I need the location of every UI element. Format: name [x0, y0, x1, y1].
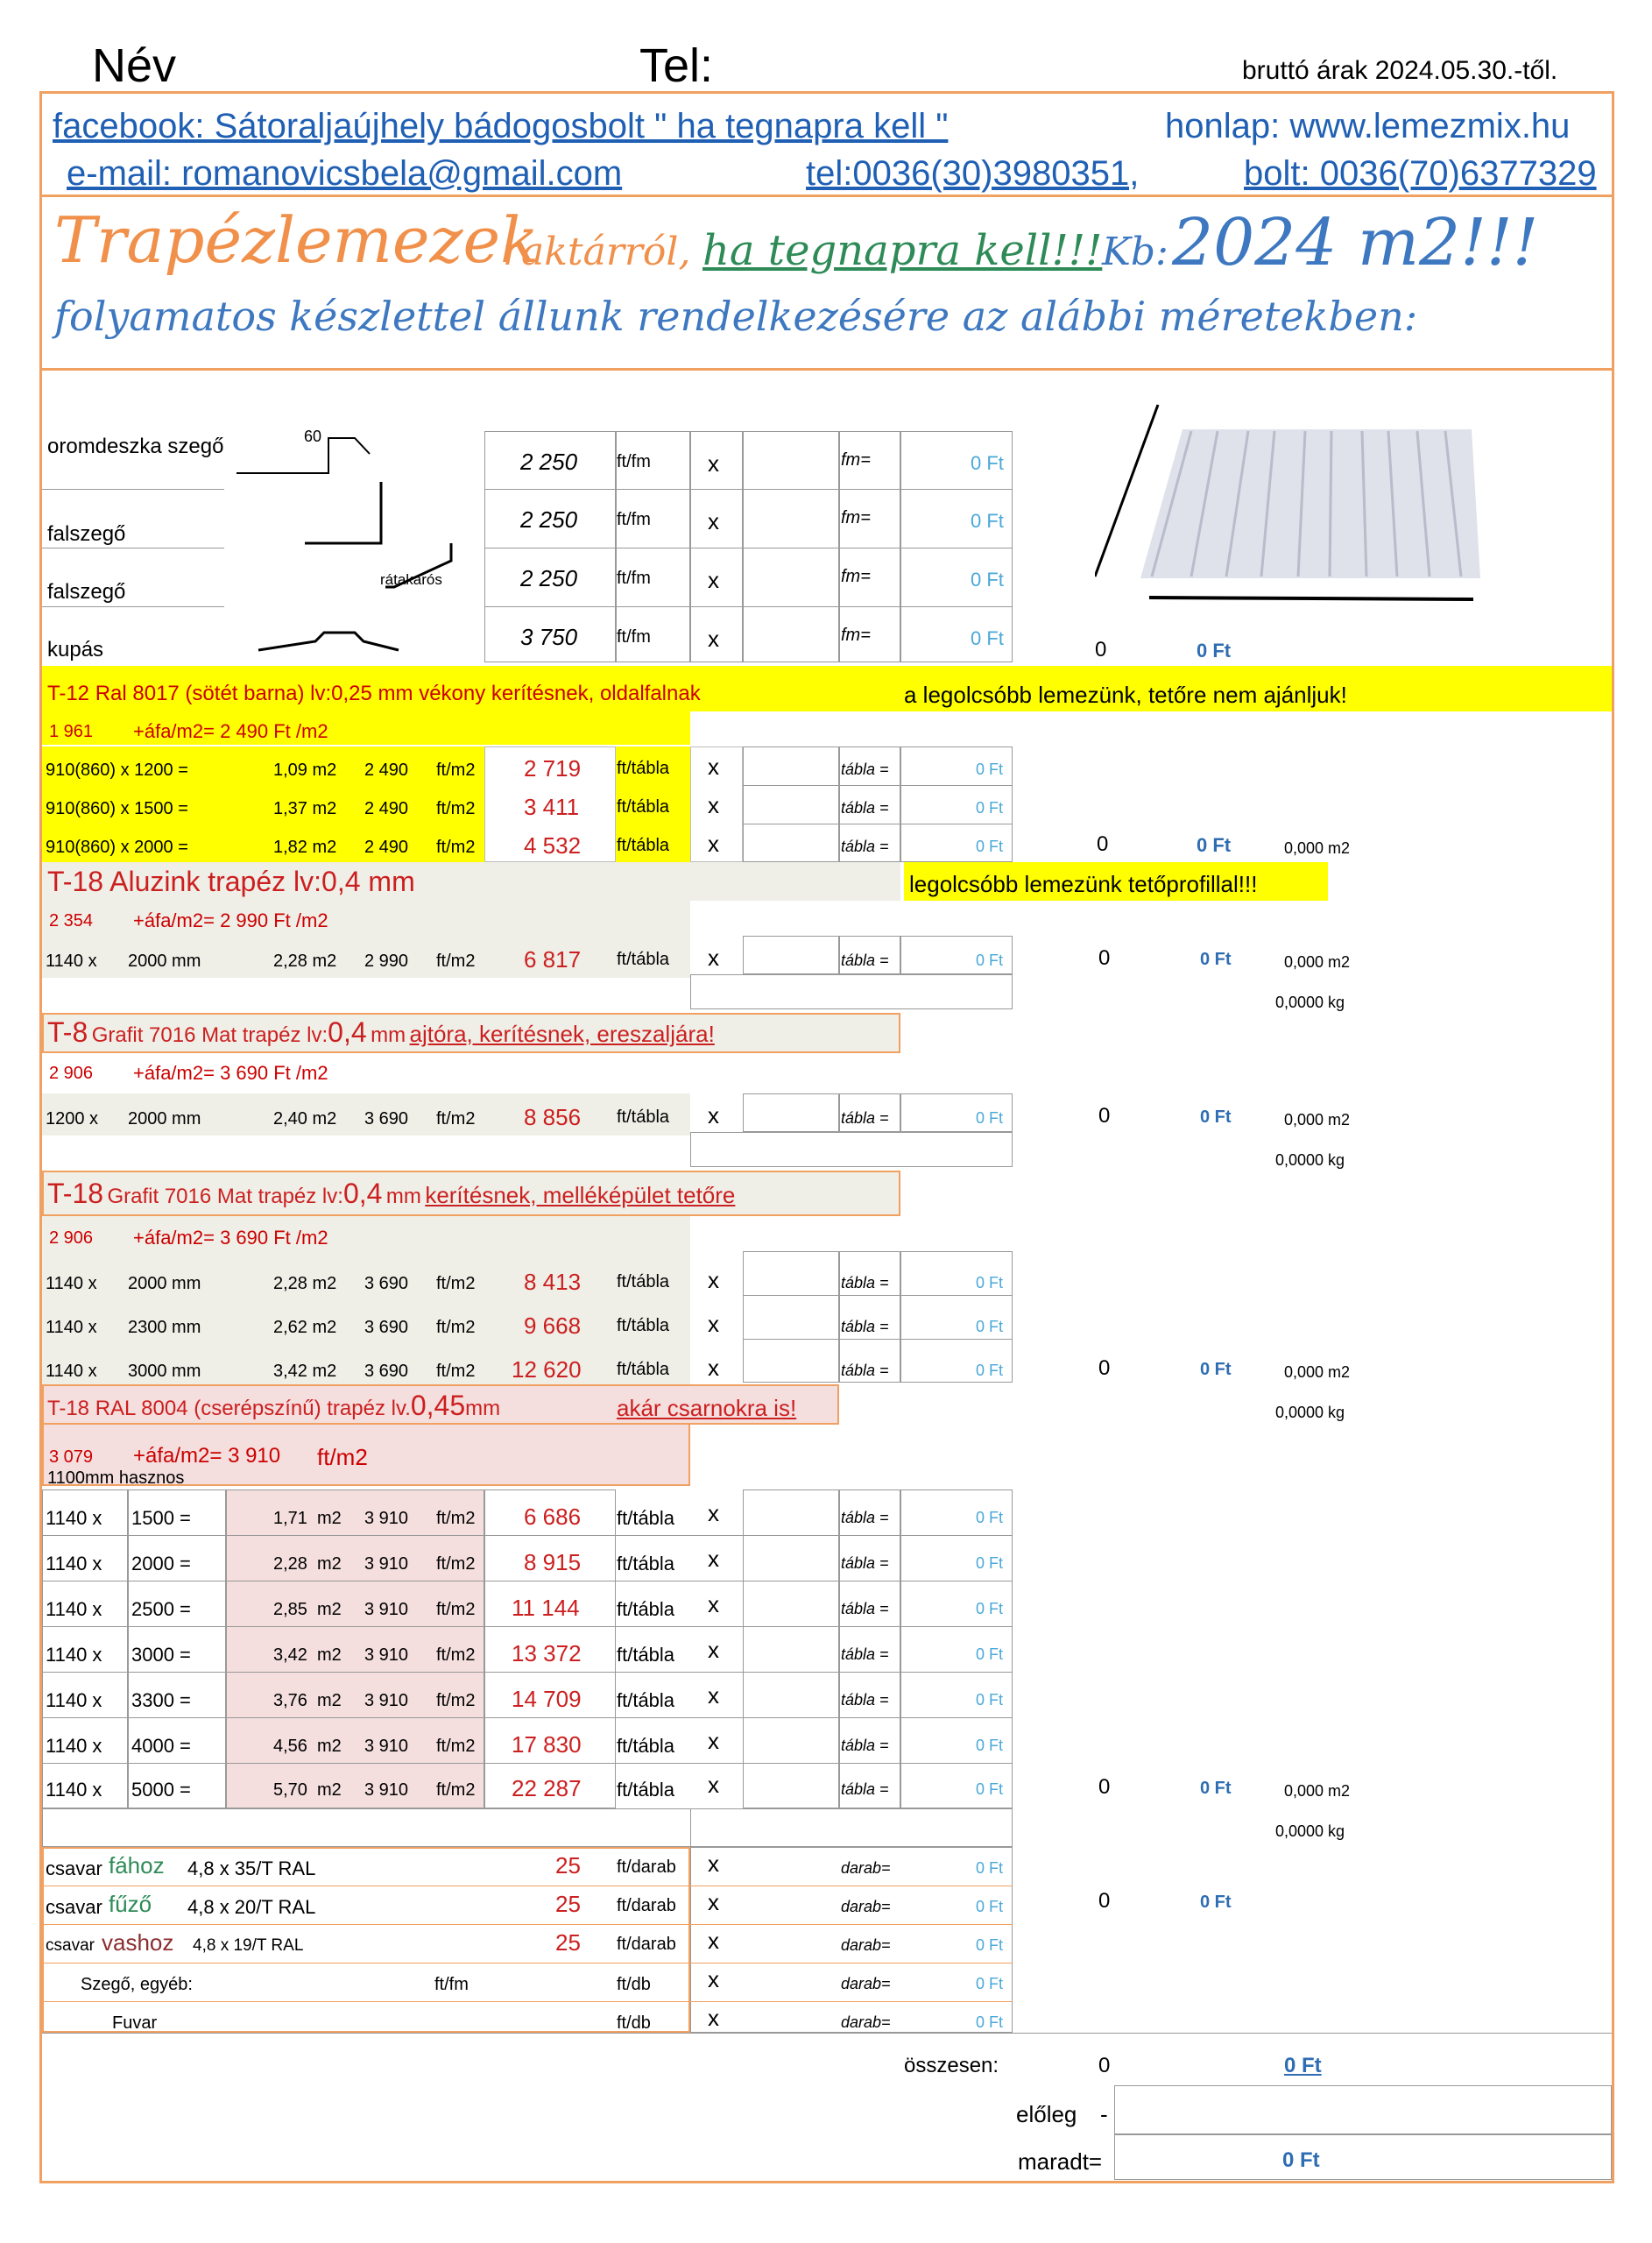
t8-sum-m2: 0,000 m2 — [1284, 1111, 1351, 1129]
flashing-qty-label-1: fm= — [841, 450, 871, 470]
t18r-unit1: ft/m2 — [436, 1509, 476, 1528]
t18r-unit1: ft/m2 — [436, 1645, 476, 1665]
t18alu-qty-label: tábla = — [841, 952, 889, 969]
t8-net: 2 906 — [49, 1064, 94, 1083]
screw-price: 25 — [555, 1929, 581, 1956]
flashing-unit-4: ft/fm — [617, 627, 651, 647]
t18r-m2-unit: m2 — [317, 1509, 342, 1528]
flashing-price-4: 3 750 — [520, 624, 578, 650]
diagram-60-label: 60 — [304, 428, 322, 445]
t8-title — [47, 1016, 715, 1049]
screw-price: 25 — [555, 1852, 581, 1879]
t12-ppm: 2 490 — [364, 761, 409, 780]
t18r-price: 14 709 — [512, 1686, 582, 1712]
flashing-qty-label-3: fm= — [841, 567, 871, 586]
t18r-price: 6 686 — [524, 1504, 582, 1530]
t18r-m2-unit: m2 — [317, 1737, 342, 1756]
t18r-m2-unit: m2 — [317, 1554, 342, 1574]
t18g-total: 0 Ft — [976, 1318, 1004, 1335]
t18r-total: 0 Ft — [976, 1691, 1004, 1709]
t12-ppm: 2 490 — [364, 838, 409, 857]
misc-fuvar-total: 0 Ft — [976, 2013, 1004, 2031]
screw-total: 0 Ft — [976, 1936, 1004, 1954]
t18alu-title: T-18 Aluzink trapéz lv:0,4 mm — [47, 866, 415, 897]
t18g-unit2: ft/tábla — [617, 1316, 670, 1335]
t18g-x: x — [708, 1267, 719, 1293]
t18g-m2: 3,42 m2 — [273, 1362, 337, 1381]
t18g-qty-label: tábla = — [841, 1362, 889, 1379]
flashing-price-3: 2 250 — [520, 565, 578, 591]
t18g-unit2: ft/tábla — [617, 1360, 670, 1379]
t18r-qty-label: tábla = — [841, 1780, 889, 1798]
misc-szego-unit: ft/fm — [434, 1975, 469, 1994]
t18alu-unit2: ft/tábla — [617, 950, 670, 969]
advance-label: előleg — [1016, 2101, 1077, 2127]
t12-unit1: ft/m2 — [436, 799, 476, 818]
misc-szego-total: 0 Ft — [976, 1975, 1004, 1992]
misc-fuvar-label: Fuvar — [112, 2013, 158, 2033]
t18g-length: 2300 mm — [128, 1318, 201, 1337]
screw-x: x — [708, 1928, 719, 1954]
t18r-width: 1140 x — [46, 1779, 102, 1801]
t12-qty-label: tábla = — [841, 799, 889, 817]
t12-x: x — [708, 792, 719, 818]
t18r-title-desc: T-18 RAL 8004 (cserépszínű) trapéz lv. — [47, 1397, 411, 1420]
t18g-title-desc: Grafit 7016 Mat trapéz lv: — [107, 1185, 343, 1208]
screw-type: fűző — [109, 1891, 152, 1917]
t12-size: 910(860) x 1200 = — [46, 761, 188, 780]
t18r-qty-label: tábla = — [841, 1645, 889, 1663]
t8-title-use: ajtóra, kerítésnek, ereszaljára! — [409, 1021, 715, 1047]
screw-total: 0 Ft — [976, 1898, 1004, 1915]
t12-m2: 1,37 m2 — [273, 799, 337, 818]
t18g-sum-qty: 0 — [1098, 1356, 1111, 1380]
screw-size: 4,8 x 35/T RAL — [187, 1857, 316, 1879]
t18r-ppm: 3 910 — [364, 1600, 409, 1619]
t18r-price: 13 372 — [512, 1640, 582, 1666]
headline-area: 2024 m2!!! — [1172, 205, 1539, 280]
screws-sum-total: 0 Ft — [1200, 1893, 1232, 1912]
t18r-total: 0 Ft — [976, 1737, 1004, 1754]
remaining-amount: 0 Ft — [1282, 2148, 1320, 2172]
t18g-width: 1140 x — [46, 1274, 97, 1293]
t18alu-sum-qty: 0 — [1098, 946, 1111, 970]
flashing-unit-3: ft/fm — [617, 569, 651, 588]
t18g-total: 0 Ft — [976, 1362, 1004, 1379]
t18g-title-use: kerítésnek, melléképület tetőre — [425, 1182, 736, 1208]
misc-fuvar-x: x — [708, 2005, 719, 2031]
flashing-sum-total: 0 Ft — [1197, 640, 1232, 662]
t18r-qty-label: tábla = — [841, 1691, 889, 1709]
screw-x: x — [708, 1889, 719, 1915]
t18r-m2-unit: m2 — [317, 1780, 342, 1800]
t8-title-desc: Grafit 7016 Mat trapéz lv: — [91, 1023, 328, 1047]
t8-price: 8 856 — [524, 1104, 582, 1130]
t18g-unit1: ft/m2 — [436, 1274, 476, 1293]
t18r-qty-label: tábla = — [841, 1737, 889, 1754]
t18g-width: 1140 x — [46, 1362, 97, 1381]
t18r-ppm: 3 910 — [364, 1509, 409, 1528]
t18r-ppm: 3 910 — [364, 1554, 409, 1574]
t12-unit2: ft/tábla — [617, 759, 670, 778]
t18r-total: 0 Ft — [976, 1509, 1004, 1526]
t18r-net: 3 079 — [49, 1447, 94, 1467]
t18r-length: 3000 = — [131, 1644, 191, 1666]
t18alu-m2: 2,28 m2 — [273, 952, 337, 971]
t18r-length: 4000 = — [131, 1735, 191, 1757]
screw-qty-label: darab= — [841, 1898, 891, 1915]
t8-title-thick: 0,4 — [328, 1016, 367, 1048]
t18g-qty-label: tábla = — [841, 1318, 889, 1335]
t18g-qty-label: tábla = — [841, 1274, 889, 1291]
t12-note: a legolcsóbb lemezünk, tetőre nem ajánljuk! — [904, 682, 1347, 708]
t18r-unit2: ft/tábla — [617, 1553, 675, 1574]
t18g-ppm: 3 690 — [364, 1362, 409, 1381]
t12-qty-label: tábla = — [841, 761, 889, 778]
t12-sum-m2: 0,000 m2 — [1284, 839, 1351, 857]
t18r-total: 0 Ft — [976, 1645, 1004, 1663]
t18r-m2: 3,76 — [273, 1691, 307, 1710]
t12-sum-total: 0 Ft — [1197, 834, 1232, 856]
t18r-x: x — [708, 1591, 719, 1617]
t12-sum-qty: 0 — [1097, 832, 1109, 856]
t8-length: 2000 mm — [128, 1109, 201, 1129]
t18r-unit2: ft/tábla — [617, 1507, 675, 1529]
t12-m2: 1,09 m2 — [273, 761, 337, 780]
t8-vat: +áfa/m2= 3 690 Ft /m2 — [133, 1062, 328, 1084]
flashing-total-3: 0 Ft — [971, 569, 1004, 591]
t18r-width: 1140 x — [46, 1553, 102, 1574]
t18r-width: 1140 x — [46, 1644, 102, 1666]
t18r-m2-unit: m2 — [317, 1645, 342, 1665]
t18r-price: 17 830 — [512, 1731, 582, 1758]
t12-title: T-12 Ral 8017 (sötét barna) lv:0,25 mm vékony kerítésnek, oldalfalnak — [47, 682, 701, 705]
t18r-unit1: ft/m2 — [436, 1780, 476, 1800]
flashing-qty-label-4: fm= — [841, 626, 871, 645]
t12-total: 0 Ft — [976, 838, 1004, 855]
t18r-price: 22 287 — [512, 1775, 582, 1801]
t12-unit2: ft/tábla — [617, 797, 670, 817]
t12-unit2: ft/tábla — [617, 836, 670, 855]
shop-contact: bolt: 0036(70)6377329 — [1244, 154, 1597, 193]
screw-qty-label: darab= — [841, 1936, 891, 1954]
t18r-price: 8 915 — [524, 1549, 582, 1575]
t18r-sum-total: 0 Ft — [1200, 1779, 1232, 1798]
t18r-m2: 5,70 — [273, 1780, 307, 1800]
t18r-title-mm: mm — [465, 1397, 501, 1420]
flashing-x-3: x — [708, 567, 719, 593]
t18r-title-thick: 0,45 — [410, 1390, 466, 1421]
t8-title-code: T-8 — [47, 1016, 88, 1048]
screw-qty-label: darab= — [841, 1859, 891, 1877]
screw-total: 0 Ft — [976, 1859, 1004, 1877]
t18r-m2-unit: m2 — [317, 1600, 342, 1619]
t18r-sum-qty: 0 — [1098, 1775, 1111, 1799]
t8-sum-qty: 0 — [1098, 1104, 1111, 1128]
t18r-unit2: ft/tábla — [617, 1735, 675, 1757]
t18alu-total: 0 Ft — [976, 952, 1004, 969]
flashing-name-3: falszegő — [47, 580, 126, 604]
t18g-sum-total: 0 Ft — [1200, 1360, 1232, 1379]
tel-label: Tel: — [639, 39, 714, 92]
misc-szego-x: x — [708, 1966, 719, 1992]
t8-qty-label: tábla = — [841, 1109, 889, 1127]
t18r-unit2: ft/tábla — [617, 1689, 675, 1711]
t18g-price: 9 668 — [524, 1313, 582, 1339]
t18alu-ppm: 2 990 — [364, 952, 409, 971]
t18g-vat: +áfa/m2= 3 690 Ft /m2 — [133, 1227, 328, 1249]
t18r-title — [47, 1390, 500, 1422]
t18r-qty-label: tábla = — [841, 1600, 889, 1617]
t18r-unit1: ft/m2 — [436, 1737, 476, 1756]
t18r-unit1: ft/m2 — [436, 1600, 476, 1619]
t18r-x: x — [708, 1500, 719, 1526]
headline-kb: Kb: — [1102, 230, 1168, 274]
t18r-m2-unit: m2 — [317, 1691, 342, 1710]
misc-szego-unit2: ft/db — [617, 1975, 651, 1994]
website-link[interactable]: honlap: www.lemezmix.hu — [1165, 107, 1571, 145]
t18g-ppm: 3 690 — [364, 1274, 409, 1293]
t18r-length: 5000 = — [131, 1779, 191, 1801]
t18r-x: x — [708, 1637, 719, 1663]
t18r-length: 2500 = — [131, 1598, 191, 1620]
t18r-length: 3300 = — [131, 1689, 191, 1711]
flashing-name-1: oromdeszka szegő — [47, 435, 224, 458]
facebook-link[interactable]: facebook: Sátoraljaújhely bádogosbolt " ha tegnapra kell " — [53, 107, 949, 145]
t18g-x: x — [708, 1355, 719, 1381]
screw-word: csavar — [46, 1936, 95, 1955]
t18alu-vat: +áfa/m2= 2 990 Ft /m2 — [133, 909, 328, 931]
t18r-vat: +áfa/m2= 3 910 — [133, 1444, 281, 1468]
trapez-sheet-image — [1095, 394, 1480, 605]
t18r-width: 1140 x — [46, 1689, 102, 1711]
t8-title-mm: mm — [371, 1023, 406, 1047]
misc-fuvar-qty-label: darab= — [841, 2013, 891, 2031]
t8-m2: 2,40 m2 — [273, 1109, 337, 1129]
t12-unit1: ft/m2 — [436, 838, 476, 857]
t12-price: 3 411 — [524, 794, 580, 820]
t18alu-x: x — [708, 945, 719, 971]
flashing-total-1: 0 Ft — [971, 452, 1004, 474]
t12-x: x — [708, 754, 719, 780]
t18r-width: 1140 x — [46, 1598, 102, 1620]
t18g-title-mm: mm — [385, 1185, 421, 1208]
screw-type: fához — [109, 1852, 165, 1879]
t18r-unit1: ft/m2 — [436, 1691, 476, 1710]
t18r-sum-m2: 0,000 m2 — [1284, 1782, 1351, 1800]
t18r-width: 1140 x — [46, 1735, 102, 1757]
t12-size: 910(860) x 2000 = — [46, 838, 188, 857]
t18r-x: x — [708, 1728, 719, 1754]
screw-price: 25 — [555, 1891, 581, 1917]
t12-ppm: 2 490 — [364, 799, 409, 818]
advance-input[interactable] — [1114, 2085, 1612, 2134]
t18g-price: 8 413 — [524, 1269, 582, 1295]
advance-dash: - — [1100, 2101, 1108, 2127]
t18r-x: x — [708, 1772, 719, 1798]
t18g-title-code: T-18 — [47, 1178, 104, 1209]
screw-type: vashoz — [102, 1929, 174, 1956]
t8-ppm: 3 690 — [364, 1109, 409, 1129]
t18r-ppm: 3 910 — [364, 1780, 409, 1800]
t18g-width: 1140 x — [46, 1318, 97, 1337]
flashing-x-2: x — [708, 508, 719, 534]
screw-size: 4,8 x 19/T RAL — [193, 1936, 304, 1955]
t18r-length: 2000 = — [131, 1553, 191, 1574]
flashing-name-2: falszegő — [47, 522, 126, 546]
t12-net: 1 961 — [49, 722, 94, 741]
screws-sum-qty: 0 — [1098, 1889, 1111, 1913]
flashing-unit-1: ft/fm — [617, 452, 651, 471]
t18r-m2: 4,56 — [273, 1737, 307, 1756]
t12-total: 0 Ft — [976, 761, 1004, 778]
t18r-unit2: ft/tábla — [617, 1598, 675, 1620]
t18g-m2: 2,62 m2 — [273, 1318, 337, 1337]
misc-szego-qty-label: darab= — [841, 1975, 891, 1992]
t18g-m2: 2,28 m2 — [273, 1274, 337, 1293]
t18r-useful: 1100mm hasznos — [47, 1468, 185, 1488]
t12-m2: 1,82 m2 — [273, 838, 337, 857]
t18g-unit2: ft/tábla — [617, 1272, 670, 1291]
flashing-unit-2: ft/fm — [617, 510, 651, 529]
t18r-x: x — [708, 1546, 719, 1572]
t18r-m2: 2,85 — [273, 1600, 307, 1619]
t12-unit1: ft/m2 — [436, 761, 476, 780]
flashing-sum-qty: 0 — [1095, 638, 1107, 662]
t18alu-length: 2000 mm — [128, 952, 201, 971]
t18r-total: 0 Ft — [976, 1600, 1004, 1617]
flashing-price-2: 2 250 — [520, 506, 578, 533]
t8-unit1: ft/m2 — [436, 1109, 476, 1129]
screw-unit: ft/darab — [617, 1896, 676, 1915]
t18g-sum-m2: 0,000 m2 — [1284, 1363, 1351, 1381]
tel-contact: tel:0036(30)3980351, — [806, 154, 1140, 193]
t8-sum-total: 0 Ft — [1200, 1107, 1232, 1127]
t18alu-width: 1140 x — [46, 952, 97, 971]
name-label: Név — [92, 39, 177, 92]
t18g-sum-kg: 0,0000 kg — [1275, 1404, 1345, 1421]
t18alu-sum-kg: 0,0000 kg — [1275, 994, 1345, 1011]
flashing-qty-label-2: fm= — [841, 508, 871, 527]
screw-size: 4,8 x 20/T RAL — [187, 1896, 316, 1918]
t18alu-sum-total: 0 Ft — [1200, 950, 1232, 969]
t18g-total: 0 Ft — [976, 1274, 1004, 1291]
screw-unit: ft/darab — [617, 1935, 676, 1954]
t18alu-sum-m2: 0,000 m2 — [1284, 953, 1351, 971]
t18g-x: x — [708, 1311, 719, 1337]
email-link[interactable]: e-mail: romanovicsbela@gmail.com — [67, 154, 623, 193]
screw-word: csavar — [46, 1857, 102, 1879]
misc-szego-label: Szegő, egyéb: — [81, 1975, 193, 1994]
remaining-label: maradt= — [1018, 2148, 1103, 2175]
flashing-price-1: 2 250 — [520, 449, 578, 475]
t18g-net: 2 906 — [49, 1228, 94, 1248]
headline-tegnapra: ha tegnapra kell!!! — [702, 226, 1103, 275]
t8-width: 1200 x — [46, 1109, 99, 1129]
flashing-name-4: kupás — [47, 638, 104, 662]
t18r-m2: 3,42 — [273, 1645, 307, 1665]
price-note: bruttó árak 2024.05.30.-től. — [1242, 56, 1558, 85]
t8-total: 0 Ft — [976, 1109, 1004, 1127]
t18r-x: x — [708, 1682, 719, 1709]
t18alu-price: 6 817 — [524, 946, 582, 973]
t8-sum-kg: 0,0000 kg — [1275, 1151, 1345, 1169]
headline-trapez: Trapézlemezek — [54, 203, 539, 277]
total-label: összesen: — [904, 2054, 999, 2077]
total-amount: 0 Ft — [1284, 2054, 1322, 2077]
t18g-price: 12 620 — [512, 1356, 582, 1383]
flashing-profiles-diagram — [228, 421, 482, 666]
t18alu-unit1: ft/m2 — [436, 952, 476, 971]
t12-price: 2 719 — [524, 755, 582, 782]
t18r-unit2: ft/tábla — [617, 1644, 675, 1666]
diagram-ratakaros-label: rátakarós — [380, 571, 442, 588]
headline-raktarrol: raktárról, — [503, 230, 691, 274]
t12-price: 4 532 — [524, 832, 582, 859]
t8-x: x — [708, 1102, 719, 1129]
t12-qty-label: tábla = — [841, 838, 889, 855]
t18g-title-thick: 0,4 — [342, 1178, 383, 1209]
t18r-ppm: 3 910 — [364, 1645, 409, 1665]
t18r-note: akár csarnokra is! — [617, 1395, 797, 1421]
t12-size: 910(860) x 1500 = — [46, 799, 188, 818]
flashing-x-1: x — [708, 450, 719, 477]
t18r-price: 11 144 — [512, 1595, 580, 1621]
t18r-vat-unit: ft/m2 — [317, 1444, 368, 1470]
flashing-total-2: 0 Ft — [971, 510, 1004, 532]
t18r-qty-label: tábla = — [841, 1509, 889, 1526]
t18g-unit1: ft/m2 — [436, 1318, 476, 1337]
t18r-width: 1140 x — [46, 1507, 102, 1529]
t18g-ppm: 3 690 — [364, 1318, 409, 1337]
t18g-title — [47, 1178, 735, 1210]
t18r-length: 1500 = — [131, 1507, 191, 1529]
t18r-m2: 1,71 — [273, 1509, 307, 1528]
t18r-total: 0 Ft — [976, 1780, 1004, 1798]
t18g-length: 3000 mm — [128, 1362, 201, 1381]
t18alu-net: 2 354 — [49, 911, 94, 930]
t18r-m2: 2,28 — [273, 1554, 307, 1574]
screw-unit: ft/darab — [617, 1857, 676, 1877]
flashing-total-4: 0 Ft — [971, 627, 1004, 649]
t18r-sum-kg: 0,0000 kg — [1275, 1822, 1345, 1840]
t18r-total: 0 Ft — [976, 1554, 1004, 1572]
t18r-unit1: ft/m2 — [436, 1554, 476, 1574]
t18r-qty-label: tábla = — [841, 1554, 889, 1572]
t18r-unit2: ft/tábla — [617, 1779, 675, 1801]
flashing-x-4: x — [708, 626, 719, 652]
screw-x: x — [708, 1850, 719, 1877]
t18alu-note: legolcsóbb lemezünk tetőprofillal!!! — [909, 871, 1258, 897]
t18r-ppm: 3 910 — [364, 1737, 409, 1756]
t12-total: 0 Ft — [976, 799, 1004, 817]
t18g-length: 2000 mm — [128, 1274, 201, 1293]
t18g-unit1: ft/m2 — [436, 1362, 476, 1381]
misc-fuvar-unit2: ft/db — [617, 2013, 651, 2033]
t12-vat: +áfa/m2= 2 490 Ft /m2 — [133, 720, 328, 742]
headline-subtitle: folyamatos készlettel állunk rendelkezésére az alábbi méretekben: — [54, 293, 1418, 340]
screw-word: csavar — [46, 1896, 102, 1918]
t12-x: x — [708, 831, 719, 857]
t18r-ppm: 3 910 — [364, 1691, 409, 1710]
t8-unit2: ft/tábla — [617, 1107, 670, 1127]
total-qty: 0 — [1098, 2054, 1111, 2077]
